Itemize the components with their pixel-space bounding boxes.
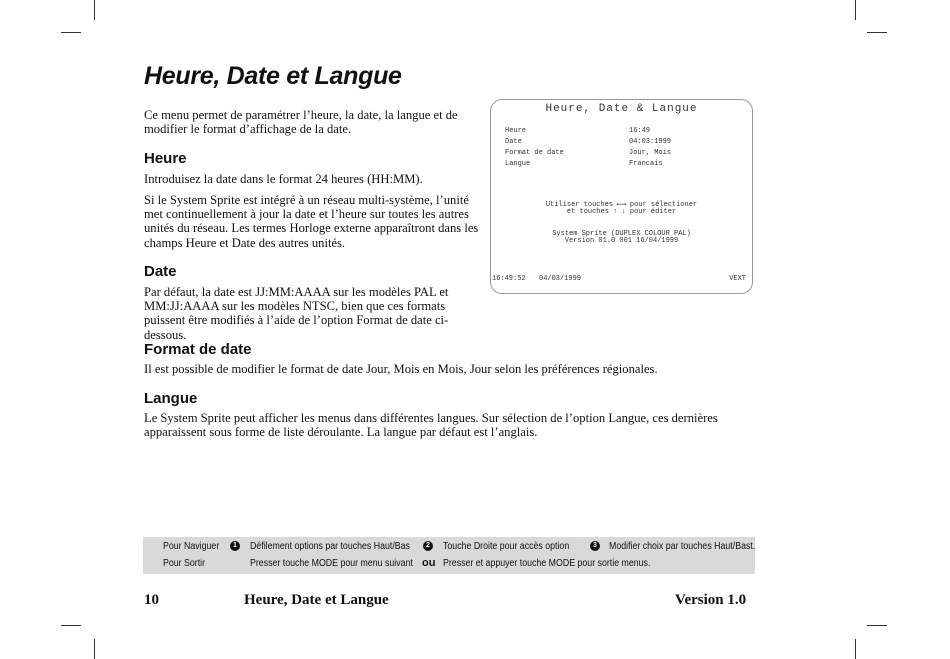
screen-system-line-1: System Sprite (DUPLEX COLOUR PAL) <box>552 230 691 238</box>
screen-footer-date: 04/03/1999 <box>539 275 582 283</box>
nav-label-sortir: Pour Sortir <box>163 558 206 569</box>
screen-row-langue <box>505 160 745 171</box>
screen-row-label: Heure <box>505 127 527 135</box>
crop-mark <box>94 0 95 20</box>
number-2-icon: 2 <box>423 541 433 551</box>
footer-page-number: 10 <box>144 592 159 608</box>
screen-hint-line-2: et touches ↑ ↓ pour éditer <box>566 208 677 216</box>
format-paragraph: Il est possible de modifier le format de date Jour, Mois en Mois, Jour selon les préférences régionales. <box>144 362 658 376</box>
screen-row-label: Date <box>505 138 522 146</box>
screen-title: Heure, Date & Langue <box>545 103 698 115</box>
crop-mark <box>867 32 887 33</box>
number-1-icon: 1 <box>230 541 240 551</box>
crop-mark <box>867 625 887 626</box>
screen-row-format <box>505 149 745 160</box>
screen-system-line-2: Version 01.0 001 16/04/1999 <box>564 237 679 245</box>
crop-mark <box>61 32 81 33</box>
footer-section-title: Heure, Date et Langue <box>244 592 389 608</box>
nav-label-naviguer: Pour Naviguer <box>163 541 220 552</box>
crop-mark <box>855 0 856 20</box>
navigation-legend <box>143 537 755 574</box>
nav-or-label: ou <box>422 557 436 569</box>
section-heading-langue: Langue <box>144 390 198 407</box>
screen-row-value: 04:03:1999 <box>629 138 672 146</box>
screen-row-value: Jour, Mois <box>629 149 672 157</box>
screen-row-label: Langue <box>505 160 531 168</box>
crop-mark <box>61 625 81 626</box>
nav-option-3: Modifier choix par touches Haut/Bast. <box>609 541 756 552</box>
section-heading-date: Date <box>144 263 177 280</box>
menu-screen-illustration <box>490 99 753 294</box>
nav-option-2: Touche Droite pour accès option <box>443 541 570 552</box>
screen-footer-time: 16:49:52 <box>492 275 526 283</box>
heure-paragraph-1: Introduisez la date dans le format 24 heures (HH:MM). <box>144 172 423 186</box>
footer-version: Version 1.0 <box>675 592 747 608</box>
intro-paragraph: Ce menu permet de paramétrer l’heure, la date, la langue et de modifier le format d’affichage de la date. <box>144 108 458 137</box>
screen-row-value: 16:49 <box>629 127 651 135</box>
crop-mark <box>855 639 856 659</box>
screen-row-heure <box>505 127 745 138</box>
nav-option-1: Défilement options par touches Haut/Bas <box>250 541 410 552</box>
section-heading-heure: Heure <box>144 150 187 167</box>
page-title: Heure, Date et Langue <box>144 62 402 90</box>
section-heading-format: Format de date <box>144 341 252 358</box>
crop-mark <box>94 639 95 659</box>
screen-hint-line-1: Utiliser touches ⟵⟶ pour sélectioner <box>545 201 698 209</box>
screen-row-label: Format de date <box>505 149 564 157</box>
screen-row-value: Francais <box>629 160 663 168</box>
screen-row-date <box>505 138 745 149</box>
number-3-icon: 3 <box>590 541 600 551</box>
date-paragraph: Par défaut, la date est JJ:MM:AAAA sur les modèles PAL et MM:JJ:AAAA sur les modèles NTSC, bien que ces formats puissent être modifiés à l’aide de l’option Format de date ci-dessous. <box>144 285 449 342</box>
heure-paragraph-2: Si le System Sprite est intégré à un réseau multi-système, l’unité met continuellement à jour la date et l’heure sur toutes les autres unités du réseau. Les termes Horloge externe apparaîtront dans les champs Heure et Date des autres unités. <box>144 193 479 250</box>
nav-sortir-option-2: Presser et appuyer touche MODE pour sortie menus. <box>443 558 651 569</box>
nav-sortir-option-1: Presser touche MODE pour menu suivant <box>250 558 413 569</box>
screen-footer-right: VEXT <box>729 275 746 283</box>
langue-paragraph: Le System Sprite peut afficher les menus dans différentes langues. Sur sélection de l’option Langue, ces dernières apparaissent sous forme de liste déroulante. La langue par défaut est l’anglais. <box>144 411 718 440</box>
